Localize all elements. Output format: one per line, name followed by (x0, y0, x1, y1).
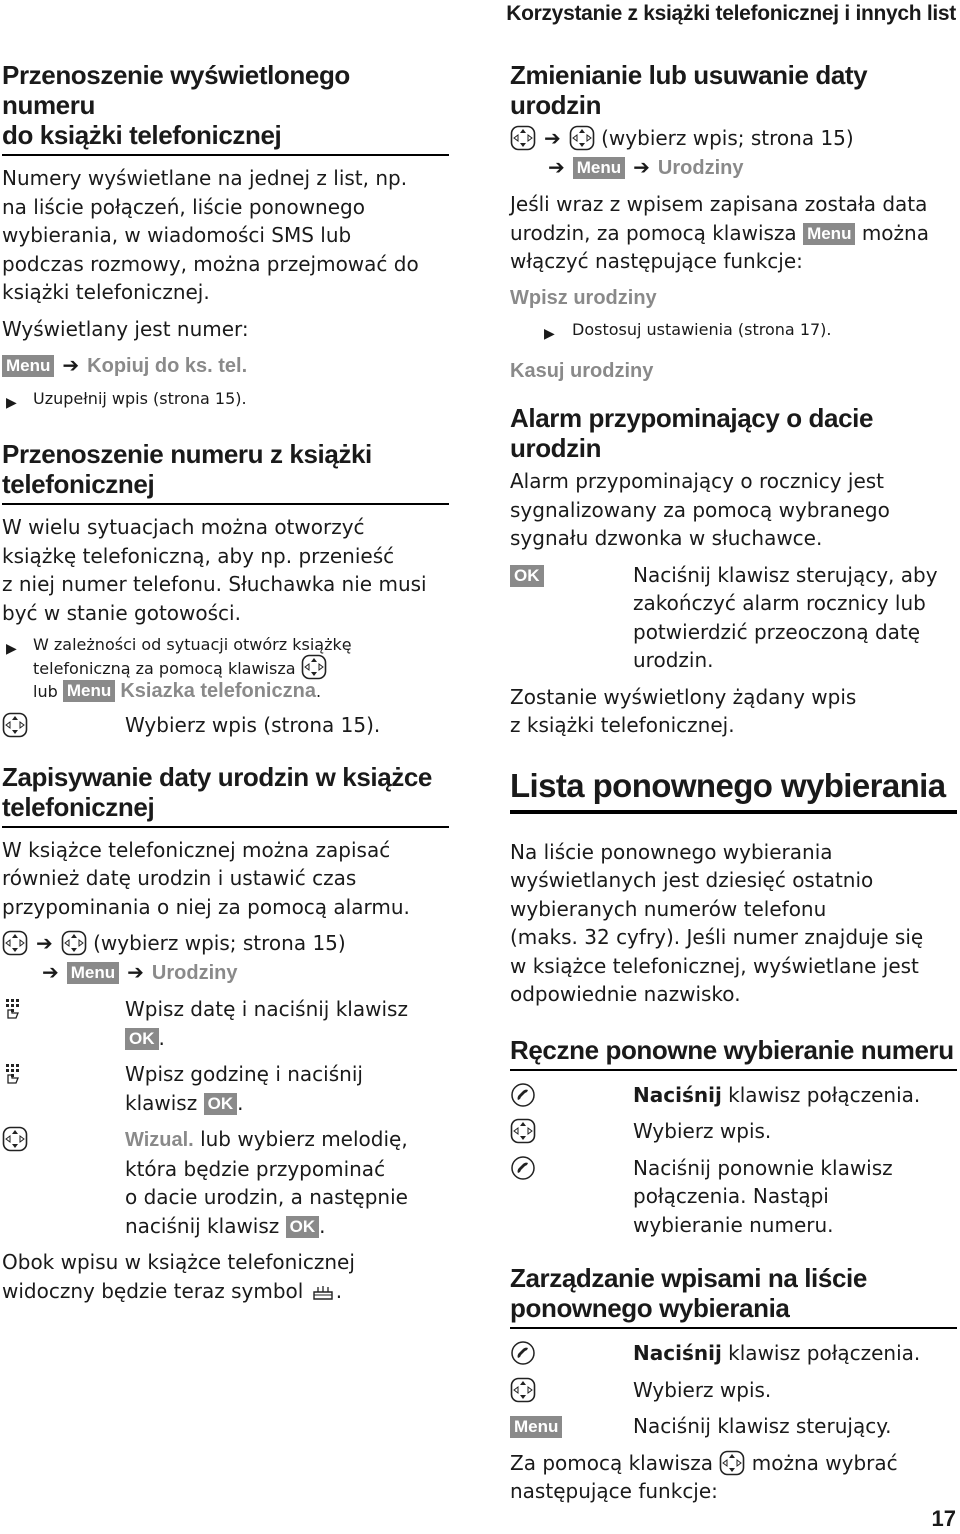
paragraph: Wyświetlany jest numer: (2, 316, 249, 341)
triangle-bullet-icon: ▶ (6, 641, 17, 657)
page-number: 17 (931, 1506, 956, 1531)
step-row: Wizual. lub wybierz melodię, która będzie przypominać o dacie urodzin, a następnie naciśnij klawisz OK . (2, 1125, 449, 1240)
arrow: ➔ (62, 353, 80, 377)
triangle-bullet-icon: ▶ (6, 394, 17, 411)
section-title: Zmienianie lub usuwanie daty urodzin (510, 60, 868, 120)
arrow: ➔ (633, 154, 650, 179)
option-delete-birthday: Kasuj urodziny (510, 359, 654, 382)
section-title: Zarządzanie wpisami na liście ponownego wybierania (510, 1263, 957, 1329)
section-manage-redial (510, 1263, 957, 1506)
menu-key: Menu (67, 962, 119, 984)
bullet-item: ▶ Uzupełnij wpis (strona 15). (2, 389, 449, 418)
chapter-title: Lista ponownego wybierania (510, 766, 957, 814)
section-change-birthday (510, 60, 957, 385)
softkey-phonebook: Ksiazka telefoniczna (120, 680, 316, 702)
step-row: Naciśnij klawisz połączenia. (510, 1081, 957, 1110)
arrow: ➔ (36, 931, 53, 955)
step-row: Wpisz godzinę i naciśnij klawisz OK . (2, 1060, 449, 1117)
section-title: Zapisywanie daty urodzin w książce telefonicznej (2, 762, 449, 828)
section-title: Alarm przypominający o dacie urodzin (510, 403, 874, 463)
step-row: Wybierz wpis (strona 15). (2, 711, 449, 740)
menu-key: Menu (803, 223, 855, 245)
step-row: Naciśnij klawisz połączenia. (510, 1339, 957, 1368)
ok-key: OK (286, 1216, 320, 1238)
menu-key: Menu (2, 355, 54, 377)
birthday-cake-icon (310, 1278, 336, 1304)
paragraph: Zostanie wyświetlony żądany wpis z książki telefonicznej. (510, 684, 857, 737)
menu-key: Menu (573, 157, 625, 179)
navigation-key-icon (2, 1125, 125, 1240)
paragraph: Jeśli wraz z wpisem zapisana została data urodzin, za pomocą klawisza Menu można włączyć następujące funkcje: (510, 192, 929, 273)
softkey-birthday: Urodziny (657, 156, 744, 179)
step-row: Wybierz wpis. (510, 1376, 957, 1405)
bullet-item: ▶ Dostosuj ustawienia (strona 17). (510, 320, 957, 349)
keypad-icon (2, 995, 125, 1052)
softkey-copy: Kopiuj do ks. tel. (87, 355, 248, 377)
step-row: Menu Naciśnij klawisz sterujący. (510, 1412, 957, 1441)
paragraph: W wielu sytuacjach można otworzyć książkę telefoniczną, aby np. przenieść z niej numer telefonu. Słuchawka nie musi być w stanie gotowości. (2, 515, 427, 625)
right-column (510, 60, 957, 1506)
paragraph: Numery wyświetlane na jednej z list, np. na liście połączeń, liście ponownego wybierania, w wiadomości SMS lub podczas rozmowy, można przejmować do książki telefonicznej. (2, 166, 419, 304)
section-manual-redial (510, 1035, 957, 1240)
softkey-visual: Wizual. (125, 1129, 194, 1151)
arrow: ➔ (42, 959, 59, 984)
command-line: ➔ (wybierz wpis; strona 15) ➔ Menu ➔ Urodziny (2, 929, 449, 987)
navigation-key-icon (510, 1117, 633, 1146)
step-row: Naciśnij ponownie klawisz połączenia. Nastąpi wybieranie numeru. (510, 1154, 957, 1240)
paragraph: W książce telefonicznej można zapisać również datę urodzin i ustawić czas przypominania o niej za pomocą alarmu. (2, 837, 410, 919)
navigation-key-icon (2, 711, 125, 740)
section-birthday-alarm (510, 403, 957, 740)
navigation-key-icon (510, 1376, 633, 1405)
navigation-key-down-icon (510, 125, 536, 151)
step-row: OK Naciśnij klawisz sterujący, aby zakończyć alarm rocznicy lub potwierdzić przeoczoną datę urodzin. (510, 561, 957, 675)
ok-key: OK (125, 1028, 159, 1050)
section-copy-number-from-book (2, 439, 449, 740)
call-key-icon (510, 1154, 633, 1240)
paragraph: Na liście ponownego wybierania wyświetlanych jest dziesięć ostatnio wybieranych numerów telefonu (maks. 32 cyfry). Jeśli numer znajduje się w książce telefonicznej, wyświetlane jest odpowiednie nazwisko. (510, 839, 924, 1006)
softkey-birthday: Urodziny (151, 961, 238, 984)
command-line (2, 351, 449, 381)
keypad-icon (2, 1060, 125, 1117)
call-key-icon (510, 1339, 633, 1368)
menu-key: Menu (63, 680, 115, 702)
option-enter-birthday: Wpisz urodziny (510, 286, 657, 309)
section-title: Ręczne ponowne wybieranie numeru (510, 1035, 957, 1071)
step-row: Wybierz wpis. (510, 1117, 957, 1146)
section-save-birthday (2, 762, 449, 1306)
arrow: ➔ (548, 154, 565, 179)
navigation-key-icon (569, 125, 595, 151)
navigation-key-down-icon (2, 930, 28, 956)
menu-key: Menu (510, 1416, 562, 1438)
arrow: ➔ (544, 126, 561, 150)
command-line: ➔ (wybierz wpis; strona 15) ➔ Menu ➔ Urodziny (510, 124, 957, 182)
call-key-icon (510, 1081, 633, 1110)
section-redial-list (510, 766, 957, 1009)
section-title: Przenoszenie numeru z książki telefonicznej (2, 439, 449, 505)
section-copy-displayed-number (2, 60, 449, 417)
paragraph: Obok wpisu w książce telefonicznej widoczny będzie teraz symbol . (2, 1250, 355, 1303)
bullet-item: ▶ W zależności od sytuacji otwórz książkę telefoniczną za pomocą klawisza lub Menu Ksiazka telefoniczna. (2, 635, 449, 703)
navigation-key-down-icon (719, 1450, 745, 1476)
left-column (2, 60, 449, 1305)
navigation-key-icon (61, 930, 87, 956)
running-head: Korzystanie z książki telefonicznej i innych list (506, 2, 956, 25)
navigation-key-down-icon (301, 654, 327, 680)
arrow: ➔ (127, 959, 144, 984)
paragraph: Za pomocą klawisza można wybrać następujące funkcje: (510, 1450, 898, 1503)
ok-key: OK (204, 1093, 238, 1115)
paragraph: Alarm przypominający o rocznicy jest sygnalizowany za pomocą wybranego sygnału dzwonka w słuchawce. (510, 469, 890, 550)
ok-key: OK (510, 565, 544, 587)
triangle-bullet-icon: ▶ (544, 326, 555, 342)
step-row: Wpisz datę i naciśnij klawisz OK . (2, 995, 449, 1052)
section-title: Przenoszenie wyświetlonego numeru do książki telefonicznej (2, 60, 449, 156)
